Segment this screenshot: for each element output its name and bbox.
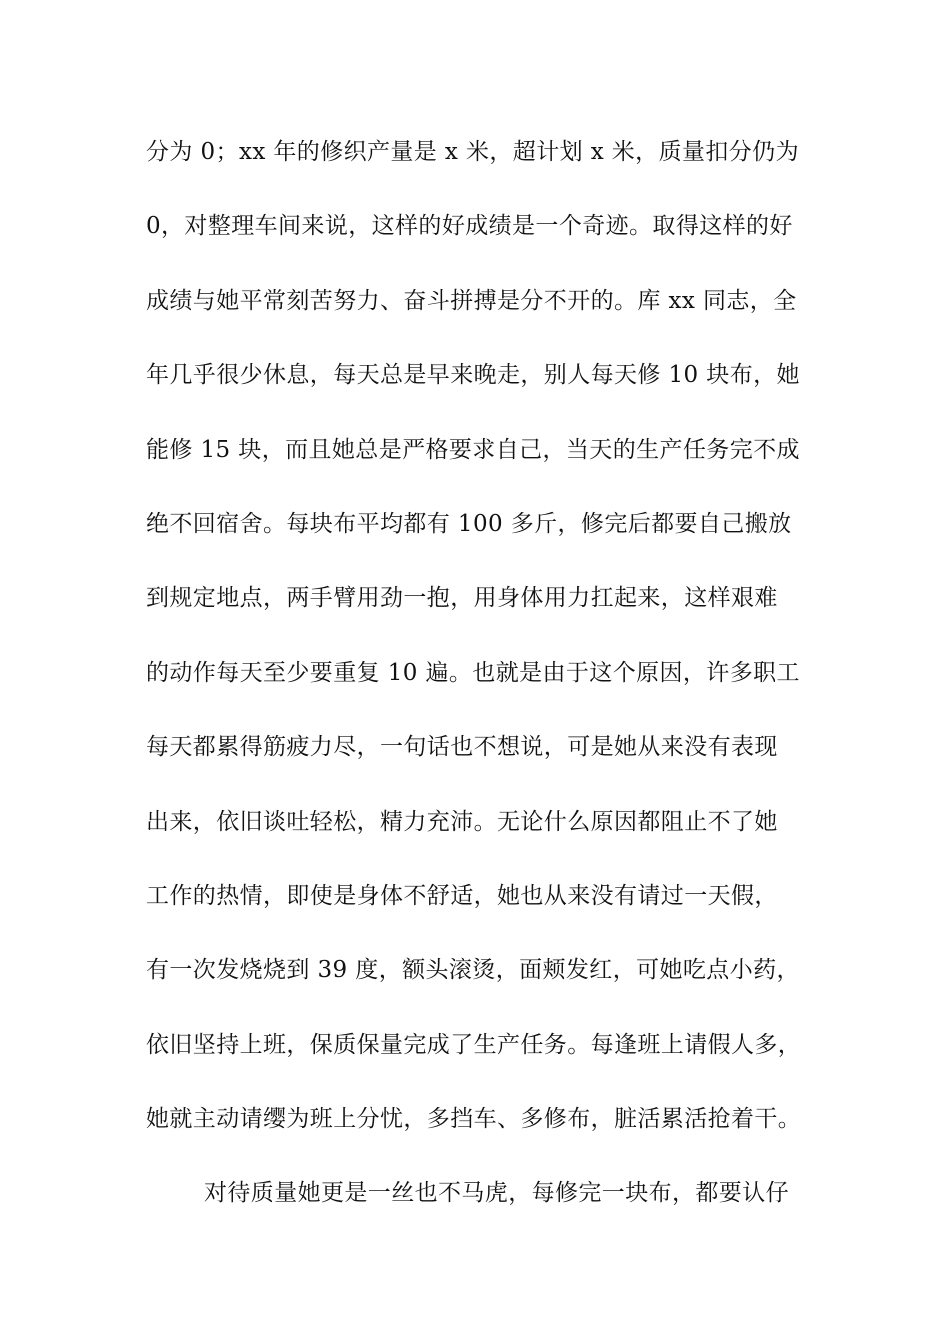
paragraph-start-line: 对待质量她更是一丝也不马虎，每修完一块布，都要认仔	[204, 1180, 789, 1207]
text-line: 的动作每天至少要重复 10 遍。也就是由于这个原因，许多职工	[146, 659, 800, 686]
text-line: 工作的热情，即使是身体不舒适，她也从来没有请过一天假，	[146, 882, 778, 909]
text-line: 她就主动请缨为班上分忧，多挡车、多修布，脏活累活抢着干。	[146, 1106, 802, 1133]
text-line: 出来，依旧谈吐轻松，精力充沛。无论什么原因都阻止不了她	[146, 808, 778, 835]
text-line: 每天都累得筋疲力尽，一句话也不想说，可是她从来没有表现	[146, 734, 778, 761]
text-line: 绝不回宿舍。每块布平均都有 100 多斤，修完后都要自己搬放	[146, 510, 792, 537]
text-line: 到规定地点，两手臂用劲一抱，用身体用力扛起来，这样艰难	[146, 585, 778, 612]
text-line: 成绩与她平常刻苦努力、奋斗拼搏是分不开的。库 xx 同志，全	[146, 287, 797, 314]
text-line: 依旧坚持上班，保质保量完成了生产任务。每逢班上请假人多，	[146, 1031, 802, 1058]
text-line: 有一次发烧烧到 39 度，额头滚烫，面颊发红，可她吃点小药，	[146, 957, 800, 984]
text-line: 0，对整理车间来说，这样的好成绩是一个奇迹。取得这样的好	[146, 213, 793, 240]
text-line: 分为 0；xx 年的修织产量是 x 米，超计划 x 米，质量扣分仍为	[146, 139, 799, 165]
text-line: 年几乎很少休息，每天总是早来晚走，别人每天修 10 块布，她	[146, 362, 800, 389]
body-text	[146, 134, 836, 1250]
text-line: 能修 15 块，而且她总是严格要求自己，当天的生产任务完不成	[146, 436, 800, 463]
